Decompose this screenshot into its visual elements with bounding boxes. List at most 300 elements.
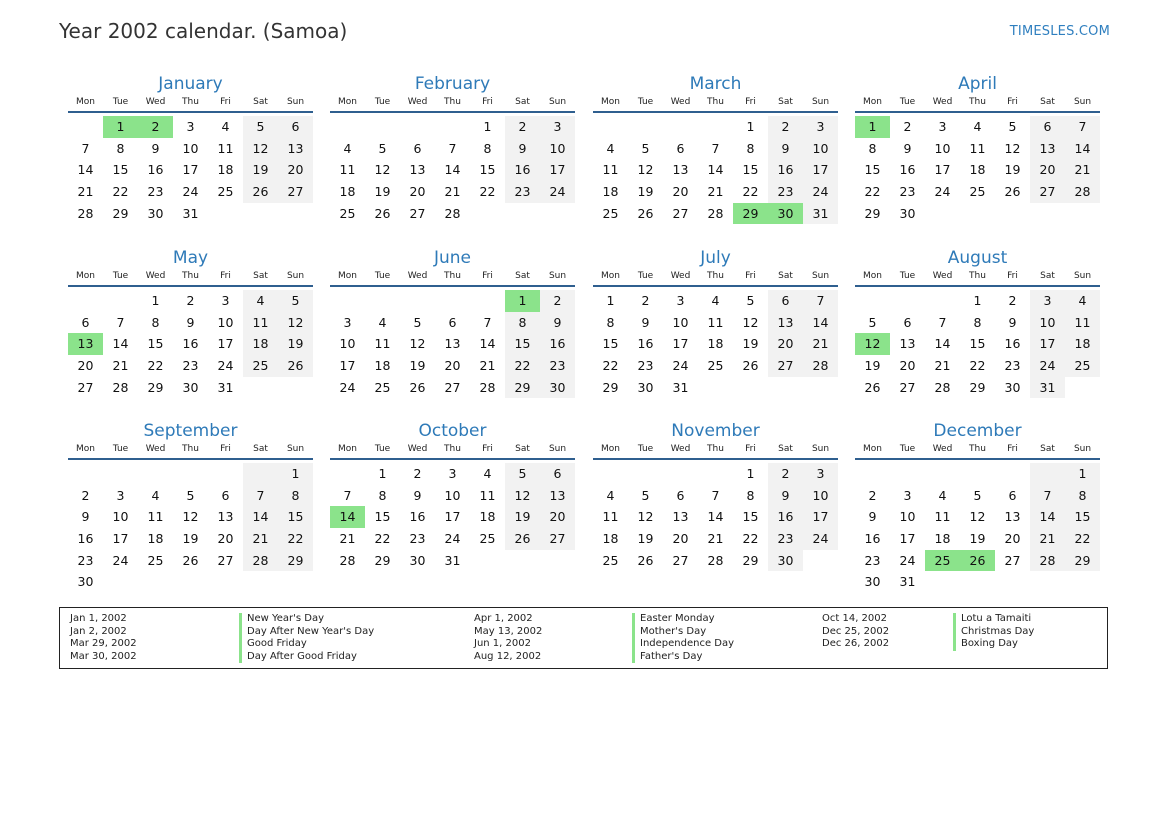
day-cell[interactable]: 7 [483,314,492,330]
day-cell[interactable]: 5 [186,487,195,503]
day-cell[interactable]: 21 [1065,159,1100,181]
day-cell[interactable]: 13 [1004,509,1021,525]
day-cell[interactable]: 19 [969,531,986,547]
day-cell[interactable]: 18 [969,162,986,178]
day-cell[interactable]: 25 [217,184,234,200]
day-cell[interactable]: 23 [768,181,803,203]
day-cell[interactable]: 12 [243,138,278,160]
day-cell[interactable]: 27 [278,181,313,203]
day-cell[interactable]: 12 [1004,140,1021,156]
day-cell[interactable]: 20 [1004,531,1021,547]
day-cell[interactable]: 7 [938,314,947,330]
day-cell[interactable]: 23 [768,528,803,550]
day-cell[interactable]: 6 [221,487,230,503]
day-cell[interactable]: 20 [672,531,689,547]
day-cell[interactable]: 27 [409,205,426,221]
day-cell[interactable]: 23 [409,531,426,547]
day-cell[interactable]: 10 [803,138,838,160]
day-cell[interactable]: 17 [1030,333,1065,355]
day-cell[interactable]: 11 [374,336,391,352]
day-cell[interactable]: 6 [768,290,803,312]
day-cell[interactable]: 13 [899,336,916,352]
day-cell[interactable]: 22 [602,358,619,374]
day-cell[interactable]: 20 [217,531,234,547]
day-cell[interactable]: 10 [217,314,234,330]
day-cell[interactable]: 30 [899,205,916,221]
day-cell[interactable]: 15 [864,162,881,178]
day-cell[interactable]: 11 [707,314,724,330]
day-cell[interactable]: 16 [768,506,803,528]
day-cell[interactable]: 30 [768,203,803,225]
day-cell[interactable]: 30 [540,377,575,399]
day-cell[interactable]: 25 [707,358,724,374]
day-cell[interactable]: 4 [711,293,720,308]
day-cell[interactable]: 15 [479,162,496,178]
day-cell[interactable]: 3 [116,487,125,503]
day-cell[interactable]: 23 [540,355,575,377]
day-cell[interactable]: 10 [112,509,129,525]
day-cell[interactable]: 10 [444,487,461,503]
day-cell[interactable]: 26 [505,528,540,550]
day-cell[interactable]: 7 [803,290,838,312]
day-cell[interactable]: 20 [444,358,461,374]
day-cell[interactable]: 7 [1065,116,1100,138]
day-cell[interactable]: 26 [182,552,199,568]
day-cell[interactable]: 26 [1004,184,1021,200]
day-cell[interactable]: 17 [217,336,234,352]
day-cell[interactable]: 23 [182,358,199,374]
day-cell[interactable]: 6 [903,314,912,330]
day-cell[interactable]: 27 [1004,552,1021,568]
day-cell[interactable]: 24 [899,552,916,568]
day-cell[interactable]: 7 [711,140,720,156]
day-cell[interactable]: 18 [934,531,951,547]
day-cell[interactable]: 2 [413,466,422,481]
day-cell[interactable]: 20 [768,333,803,355]
day-cell[interactable]: 22 [969,358,986,374]
day-cell[interactable]: 6 [676,487,685,503]
day-cell[interactable]: 25 [147,552,164,568]
day-cell[interactable]: 24 [540,181,575,203]
day-cell[interactable]: 21 [803,333,838,355]
day-cell[interactable]: 18 [339,184,356,200]
day-cell[interactable]: 8 [151,314,160,330]
day-cell[interactable]: 12 [505,485,540,507]
day-cell[interactable]: 12 [182,509,199,525]
day-cell[interactable]: 13 [444,336,461,352]
day-cell[interactable]: 21 [444,184,461,200]
day-cell[interactable]: 29 [733,203,768,225]
day-cell[interactable]: 8 [606,314,615,330]
day-cell[interactable]: 22 [864,184,881,200]
day-cell[interactable]: 28 [77,205,94,221]
day-cell[interactable]: 24 [1030,355,1065,377]
day-cell[interactable]: 13 [672,509,689,525]
day-cell[interactable]: 31 [217,379,234,395]
day-cell[interactable]: 25 [602,552,619,568]
day-cell[interactable]: 28 [1065,181,1100,203]
day-cell[interactable]: 20 [409,184,426,200]
day-cell[interactable]: 18 [374,358,391,374]
day-cell[interactable]: 26 [409,379,426,395]
day-cell[interactable]: 16 [1004,336,1021,352]
day-cell[interactable]: 10 [1030,312,1065,334]
day-cell[interactable]: 6 [413,140,422,156]
day-cell[interactable]: 17 [803,159,838,181]
day-cell[interactable]: 6 [278,116,313,138]
day-cell[interactable]: 2 [903,119,912,134]
day-cell[interactable]: 17 [182,162,199,178]
day-cell[interactable]: 21 [707,531,724,547]
day-cell[interactable]: 4 [606,487,615,503]
day-cell[interactable]: 9 [151,140,160,156]
day-cell[interactable]: 21 [77,184,94,200]
day-cell[interactable]: 2 [768,116,803,138]
day-cell[interactable]: 10 [182,140,199,156]
day-cell[interactable]: 29 [602,379,619,395]
day-cell[interactable]: 30 [768,550,803,572]
day-cell[interactable]: 4 [343,140,352,156]
day-cell[interactable]: 8 [1065,485,1100,507]
day-cell[interactable]: 18 [243,333,278,355]
day-cell[interactable]: 13 [278,138,313,160]
day-cell[interactable]: 2 [768,463,803,485]
day-cell[interactable]: 9 [903,140,912,156]
day-cell[interactable]: 23 [899,184,916,200]
day-cell[interactable]: 1 [151,293,160,308]
day-cell[interactable]: 2 [186,293,195,308]
day-cell[interactable]: 1 [483,119,492,134]
day-cell[interactable]: 5 [746,293,755,308]
day-cell[interactable]: 14 [1065,138,1100,160]
day-cell[interactable]: 29 [969,379,986,395]
day-cell[interactable]: 2 [1008,293,1017,308]
day-cell[interactable]: 16 [147,162,164,178]
day-cell[interactable]: 11 [147,509,164,525]
day-cell[interactable]: 16 [768,159,803,181]
day-cell[interactable]: 9 [413,487,422,503]
day-cell[interactable]: 17 [803,506,838,528]
day-cell[interactable]: 6 [1030,116,1065,138]
day-cell[interactable]: 18 [147,531,164,547]
day-cell[interactable]: 30 [77,574,94,590]
day-cell[interactable]: 4 [221,119,230,134]
day-cell[interactable]: 22 [147,358,164,374]
day-cell[interactable]: 11 [1065,312,1100,334]
day-cell[interactable]: 30 [1004,379,1021,395]
day-cell[interactable]: 31 [1030,377,1065,399]
day-cell[interactable]: 28 [243,550,278,572]
day-cell[interactable]: 24 [339,379,356,395]
day-cell[interactable]: 8 [278,485,313,507]
day-cell[interactable]: 27 [217,552,234,568]
day-cell[interactable]: 21 [339,531,356,547]
day-cell[interactable]: 28 [339,552,356,568]
day-cell[interactable]: 8 [868,140,877,156]
day-cell[interactable]: 23 [1004,358,1021,374]
day-cell[interactable]: 13 [1030,138,1065,160]
day-cell[interactable]: 20 [672,184,689,200]
day-cell[interactable]: 6 [676,140,685,156]
day-cell[interactable]: 8 [973,314,982,330]
day-cell[interactable]: 6 [448,314,457,330]
day-cell[interactable]: 1 [746,119,755,134]
day-cell[interactable]: 25 [925,550,960,572]
day-cell[interactable]: 22 [742,531,759,547]
day-cell[interactable]: 27 [540,528,575,550]
day-cell[interactable]: 5 [868,314,877,330]
day-cell[interactable]: 5 [641,140,650,156]
day-cell[interactable]: 17 [672,336,689,352]
day-cell[interactable]: 29 [864,205,881,221]
day-cell[interactable]: 5 [641,487,650,503]
day-cell[interactable]: 3 [186,119,195,134]
day-cell[interactable]: 18 [707,336,724,352]
day-cell[interactable]: 28 [707,552,724,568]
day-cell[interactable]: 11 [479,487,496,503]
day-cell[interactable]: 10 [934,140,951,156]
day-cell[interactable]: 22 [374,531,391,547]
day-cell[interactable]: 28 [1030,550,1065,572]
day-cell[interactable]: 20 [540,506,575,528]
day-cell[interactable]: 30 [637,379,654,395]
day-cell[interactable]: 10 [803,485,838,507]
day-cell[interactable]: 12 [742,314,759,330]
day-cell[interactable]: 14 [934,336,951,352]
day-cell[interactable]: 2 [138,116,173,138]
day-cell[interactable]: 7 [1030,485,1065,507]
day-cell[interactable]: 16 [505,159,540,181]
day-cell[interactable]: 23 [864,552,881,568]
day-cell[interactable]: 7 [116,314,125,330]
day-cell[interactable]: 13 [540,485,575,507]
day-cell[interactable]: 4 [483,466,492,481]
day-cell[interactable]: 9 [768,485,803,507]
day-cell[interactable]: 26 [374,205,391,221]
day-cell[interactable]: 21 [707,184,724,200]
day-cell[interactable]: 15 [374,509,391,525]
day-cell[interactable]: 18 [602,184,619,200]
day-cell[interactable]: 14 [444,162,461,178]
day-cell[interactable]: 12 [855,333,890,355]
day-cell[interactable]: 27 [1030,181,1065,203]
day-cell[interactable]: 25 [479,531,496,547]
day-cell[interactable]: 5 [973,487,982,503]
day-cell[interactable]: 24 [217,358,234,374]
day-cell[interactable]: 3 [1030,290,1065,312]
day-cell[interactable]: 27 [768,355,803,377]
day-cell[interactable]: 13 [217,509,234,525]
day-cell[interactable]: 30 [182,379,199,395]
day-cell[interactable]: 15 [112,162,129,178]
day-cell[interactable]: 29 [112,205,129,221]
day-cell[interactable]: 16 [182,336,199,352]
day-cell[interactable]: 3 [221,293,230,308]
day-cell[interactable]: 8 [116,140,125,156]
day-cell[interactable]: 13 [768,312,803,334]
day-cell[interactable]: 23 [505,181,540,203]
day-cell[interactable]: 31 [182,205,199,221]
day-cell[interactable]: 19 [505,506,540,528]
day-cell[interactable]: 26 [637,205,654,221]
day-cell[interactable]: 20 [1030,159,1065,181]
day-cell[interactable]: 25 [243,355,278,377]
day-cell[interactable]: 31 [803,203,838,225]
day-cell[interactable]: 26 [637,552,654,568]
day-cell[interactable]: 31 [899,574,916,590]
day-cell[interactable]: 10 [540,138,575,160]
day-cell[interactable]: 23 [637,358,654,374]
day-cell[interactable]: 8 [746,487,755,503]
day-cell[interactable]: 16 [864,531,881,547]
day-cell[interactable]: 30 [864,574,881,590]
day-cell[interactable]: 16 [899,162,916,178]
day-cell[interactable]: 1 [505,290,540,312]
day-cell[interactable]: 1 [973,293,982,308]
day-cell[interactable]: 22 [505,355,540,377]
day-cell[interactable]: 22 [479,184,496,200]
day-cell[interactable]: 17 [934,162,951,178]
day-cell[interactable]: 11 [602,162,619,178]
day-cell[interactable]: 17 [444,509,461,525]
day-cell[interactable]: 21 [479,358,496,374]
day-cell[interactable]: 7 [243,485,278,507]
day-cell[interactable]: 25 [1065,355,1100,377]
day-cell[interactable]: 2 [641,293,650,308]
day-cell[interactable]: 18 [217,162,234,178]
day-cell[interactable]: 1 [103,116,138,138]
day-cell[interactable]: 22 [112,184,129,200]
day-cell[interactable]: 24 [803,181,838,203]
day-cell[interactable]: 25 [602,205,619,221]
day-cell[interactable]: 14 [112,336,129,352]
day-cell[interactable]: 14 [1030,506,1065,528]
day-cell[interactable]: 1 [278,463,313,485]
day-cell[interactable]: 19 [637,184,654,200]
day-cell[interactable]: 18 [479,509,496,525]
day-cell[interactable]: 29 [505,377,540,399]
day-cell[interactable]: 21 [243,528,278,550]
day-cell[interactable]: 19 [243,159,278,181]
day-cell[interactable]: 9 [868,509,877,525]
day-cell[interactable]: 4 [243,290,278,312]
day-cell[interactable]: 11 [602,509,619,525]
day-cell[interactable]: 9 [641,314,650,330]
day-cell[interactable]: 12 [969,509,986,525]
day-cell[interactable]: 5 [378,140,387,156]
day-cell[interactable]: 28 [444,205,461,221]
day-cell[interactable]: 15 [1065,506,1100,528]
day-cell[interactable]: 1 [606,293,615,308]
day-cell[interactable]: 20 [77,358,94,374]
day-cell[interactable]: 15 [602,336,619,352]
day-cell[interactable]: 8 [746,140,755,156]
day-cell[interactable]: 5 [243,116,278,138]
day-cell[interactable]: 19 [182,531,199,547]
day-cell[interactable]: 3 [938,119,947,134]
day-cell[interactable]: 3 [540,116,575,138]
day-cell[interactable]: 29 [1065,550,1100,572]
day-cell[interactable]: 6 [1008,487,1017,503]
day-cell[interactable]: 5 [505,463,540,485]
day-cell[interactable]: 16 [77,531,94,547]
day-cell[interactable]: 2 [868,487,877,503]
day-cell[interactable]: 19 [374,184,391,200]
day-cell[interactable]: 14 [330,506,365,528]
day-cell[interactable]: 10 [339,336,356,352]
day-cell[interactable]: 9 [505,138,540,160]
day-cell[interactable]: 2 [540,290,575,312]
day-cell[interactable]: 5 [413,314,422,330]
day-cell[interactable]: 7 [81,140,90,156]
day-cell[interactable]: 18 [602,531,619,547]
day-cell[interactable]: 15 [278,506,313,528]
day-cell[interactable]: 28 [112,379,129,395]
day-cell[interactable]: 19 [742,336,759,352]
day-cell[interactable]: 15 [505,333,540,355]
day-cell[interactable]: 28 [934,379,951,395]
day-cell[interactable]: 14 [77,162,94,178]
day-cell[interactable]: 28 [707,205,724,221]
day-cell[interactable]: 29 [374,552,391,568]
day-cell[interactable]: 21 [934,358,951,374]
day-cell[interactable]: 29 [147,379,164,395]
day-cell[interactable]: 9 [81,509,90,525]
day-cell[interactable]: 24 [444,531,461,547]
day-cell[interactable]: 14 [243,506,278,528]
day-cell[interactable]: 4 [973,119,982,134]
day-cell[interactable]: 25 [969,184,986,200]
day-cell[interactable]: 29 [278,550,313,572]
day-cell[interactable]: 23 [147,184,164,200]
day-cell[interactable]: 11 [243,312,278,334]
day-cell[interactable]: 12 [637,162,654,178]
day-cell[interactable]: 15 [147,336,164,352]
day-cell[interactable]: 11 [217,140,234,156]
day-cell[interactable]: 9 [540,312,575,334]
day-cell[interactable]: 3 [803,463,838,485]
day-cell[interactable]: 29 [742,552,759,568]
day-cell[interactable]: 1 [1065,463,1100,485]
day-cell[interactable]: 22 [1065,528,1100,550]
day-cell[interactable]: 20 [899,358,916,374]
day-cell[interactable]: 4 [938,487,947,503]
day-cell[interactable]: 14 [479,336,496,352]
day-cell[interactable]: 25 [339,205,356,221]
day-cell[interactable]: 3 [676,293,685,308]
day-cell[interactable]: 11 [339,162,356,178]
day-cell[interactable]: 19 [278,333,313,355]
day-cell[interactable]: 21 [112,358,129,374]
day-cell[interactable]: 3 [803,116,838,138]
day-cell[interactable]: 4 [378,314,387,330]
day-cell[interactable]: 15 [969,336,986,352]
day-cell[interactable]: 15 [742,162,759,178]
day-cell[interactable]: 7 [343,487,352,503]
day-cell[interactable]: 15 [742,509,759,525]
day-cell[interactable]: 12 [374,162,391,178]
day-cell[interactable]: 25 [374,379,391,395]
day-cell[interactable]: 24 [934,184,951,200]
day-cell[interactable]: 22 [278,528,313,550]
day-cell[interactable]: 26 [278,355,313,377]
day-cell[interactable]: 27 [672,552,689,568]
day-cell[interactable]: 30 [409,552,426,568]
day-cell[interactable]: 11 [969,140,986,156]
day-cell[interactable]: 27 [77,379,94,395]
day-cell[interactable]: 18 [1065,333,1100,355]
day-cell[interactable]: 2 [81,487,90,503]
